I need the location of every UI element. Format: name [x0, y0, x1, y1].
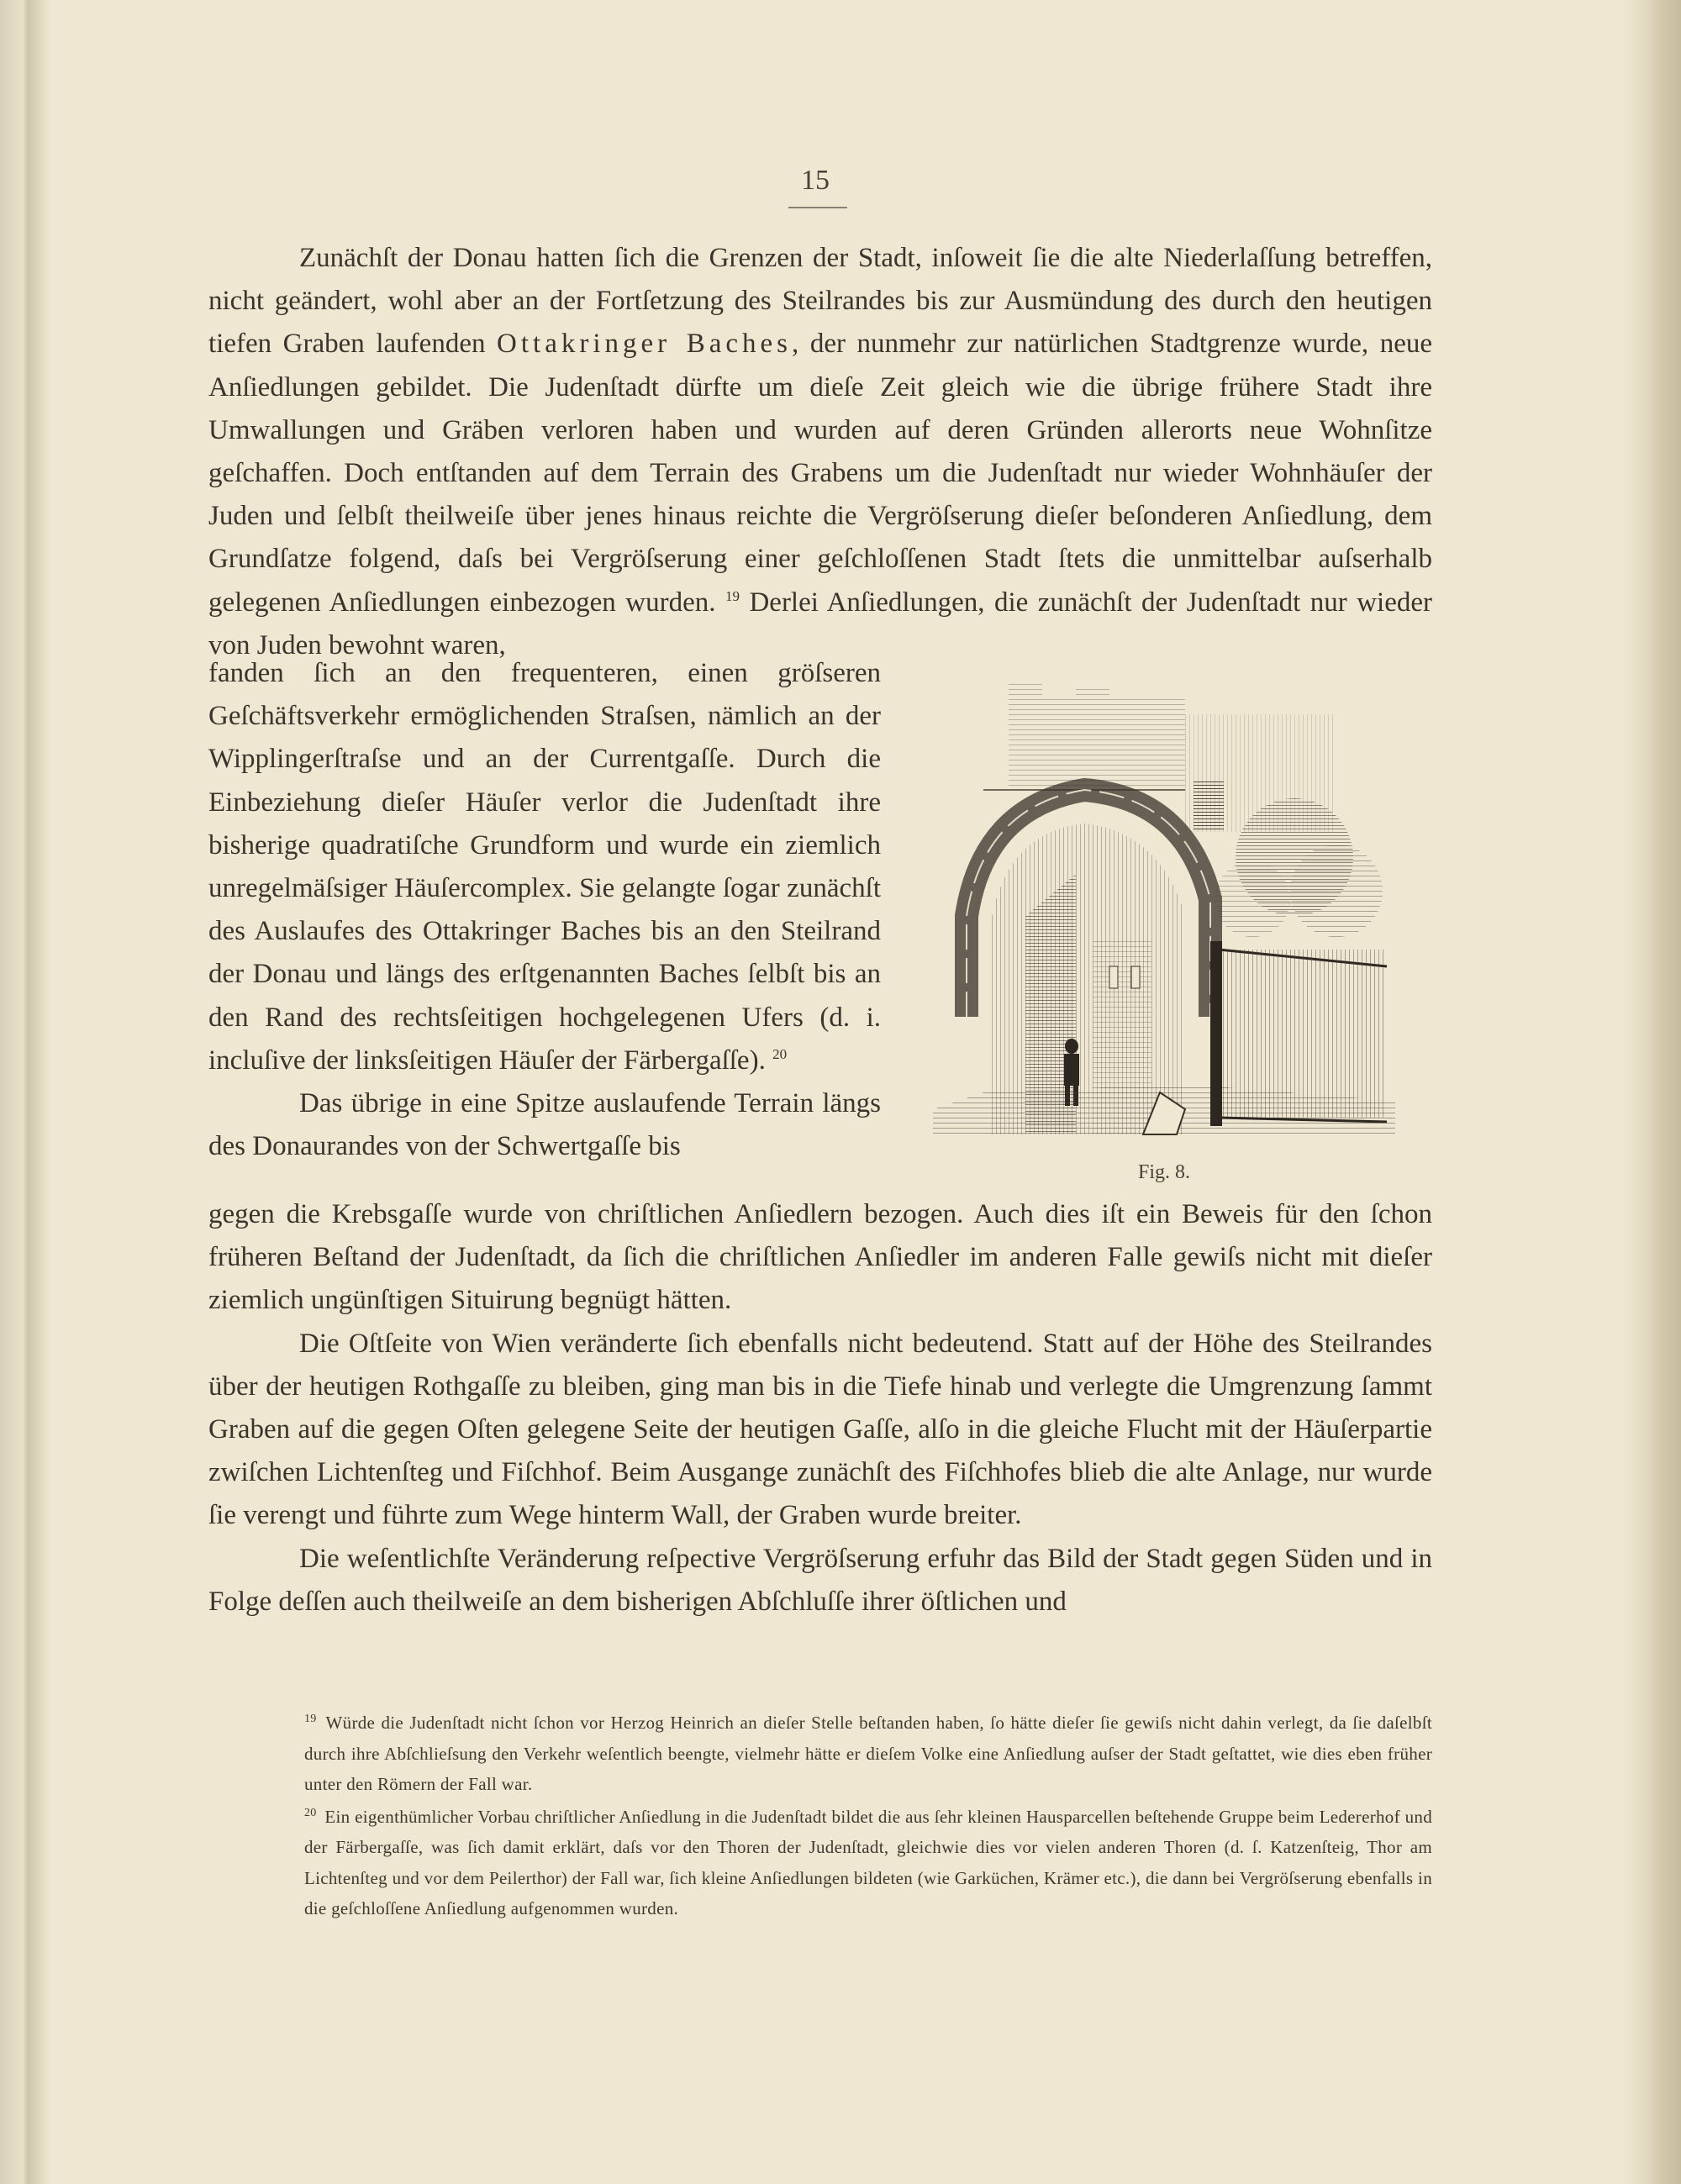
footnote-ref-19: 19 — [725, 587, 740, 604]
gate-engraving — [933, 664, 1395, 1151]
book-binding-shadow — [0, 0, 50, 2184]
paragraph-1-top — [208, 237, 1432, 667]
p3-text: Die Oſtſeite von Wien veränderte ſich ebenfalls nicht bedeutend. Statt auf der Höhe des Steilrandes über der heutigen Rothgaſſe zu bleiben, ging man bis in die Tiefe hinab und verlegte die Umgrenzung ſammt Graben auf die gegen Oſten gelegene Seite der heutigen Gaſſe, alſo in die gleiche Flucht mit der Häuſerpartie zwiſchen Lichtenſteg und Fiſchhof. Beim Ausgange zunächſt des Fiſchhofes blieb die alte Anlage, nur wurde ſie verengt und führte zum Wege hinterm Wall, der Graben wurde breiter. — [208, 1328, 1432, 1531]
footnote-20 — [304, 1802, 1432, 1924]
page-edge-shadow — [1622, 0, 1681, 2184]
p1-text-part2: , der nunmehr zur natürlichen Stadtgrenze wurde, neue Anſiedlungen gebildet. Die Judenſtadt dürfte um dieſe Zeit gleich wie die übrige frühere Stadt ihre Umwallungen und Gräben verloren haben und wurden auf deren Gründen allerorts neue Wohnſitze geſchaffen. Doch entſtanden auf dem Terrain des Grabens um die Judenſtadt nur wieder Wohnhäuſer der Juden und ſelbſt theilweiſe über jenes hinaus reichte die Vergröſserung dieſer beſonderen Anſiedlung, dem Grundſatze folgend, daſs bei Vergröſserung einer geſchloſſenen Stadt ſtets die unmittelbar auſserhalb gelegenen Anſiedlungen einbezogen wurden. — [208, 329, 1433, 618]
figure-8-illustration — [933, 664, 1395, 1151]
p1-text-part4: fanden ſich an den frequenteren, einen gröſseren Geſchäftsverkehr ermöglichenden Straſsen, nämlich an der Wipplingerſtraſse und an der Currentgaſſe. Durch die Einbeziehung dieſer Häuſer verlor die Judenſtadt ihre bisherige quadratiſche Grundform und wurde ein ziemlich unregelmäſsiger Häuſercomplex. Sie gelangte ſogar zunächſt des Auslaufes des Ottakringer Baches bis an den Steilrand der Donau und längs des erſtgenannten Baches ſelbſt bis an den Rand des rechtsſeitigen hochgelegenen Ufers (d. i. incluſive der linksſeitigen Häuſer der Färbergaſſe). — [208, 658, 881, 1076]
paragraph-1-beside-figure — [208, 652, 881, 1168]
figure-caption: Fig. 8. — [1137, 1161, 1190, 1183]
paragraphs-lower — [208, 1193, 1432, 1624]
page-number-rule — [788, 207, 847, 208]
p1-text-part3: Derlei Anſiedlungen, die zunächſt der Judenſtadt nur wieder von Juden bewohnt waren, — [208, 587, 1433, 660]
p1-text-part1: Zunächſt der Donau hatten ſich die Grenzen der Stadt, inſoweit ſie die alte Niederlaſſung betreffen, nicht geändert, wohl aber an der Fortſetzung des Steilrandes bis zur Ausmündung des durch den heutigen tiefen Graben laufenden — [208, 243, 1432, 360]
p2-text-part2: gegen die Krebsgaſſe wurde von chriſtlichen Anſiedlern bezogen. Auch dies iſt ein Beweis für den ſchon früheren Beſtand der Judenſtadt, da ſich die chriſtlichen Anſiedler im anderen Falle gewiſs nicht mit dieſer ziemlich ungünſtigen Situirung begnügt hätten. — [208, 1199, 1432, 1316]
footnote-20-mark: 20 — [304, 1806, 317, 1819]
footnote-ref-20: 20 — [772, 1045, 788, 1062]
footnote-19-mark: 19 — [304, 1713, 317, 1725]
footnote-19-text: Würde die Judenſtadt nicht ſchon vor Herzog Heinrich an dieſer Stelle beſtanden haben, ſo hätte dieſer ſie gewiſs nicht dahin verlegt, da ſie daſelbſt durch ihre Abſchlieſsung den Verkehr weſentlich beengte, vielmehr hätte er dieſem Volke eine Anſiedlung auſser der Stadt geſtattet, wie dies eben früher unter den Römern der Fall war. — [304, 1713, 1432, 1794]
footnote-20-text: Ein eigenthümlicher Vorbau chriſtlicher Anſiedlung in die Judenſtadt bildet die aus ſehr kleinen Hausparcellen beſtehende Gruppe beim Ledererhof und der Färbergaſſe, was ſich damit erklärt, daſs vor den Thoren der Judenſtadt, gleichwie dies vor vielen anderen Thoren (d. ſ. Katzenſteig, Thor am Lichtenſteg und vor dem Peilerthor) der Fall war, ſich kleine Anſiedlungen bildeten (wie Garküchen, Krämer etc.), die dann bei Vergröſserung ebenfalls in die geſchloſſene Anſiedlung aufgenommen wurden. — [304, 1806, 1432, 1918]
p2-text-part1: Das übrige in eine Spitze auslaufende Terrain längs des Donaurandes von der Schwertgaſſe bis — [208, 1088, 881, 1162]
footnotes — [304, 1708, 1432, 1926]
footnote-19 — [304, 1708, 1432, 1800]
p1-spaced-name: Ottakringer Baches — [497, 329, 793, 360]
page-number: 15 — [801, 165, 830, 196]
p4-text: Die weſentlichſte Veränderung reſpective Vergröſserung erfuhr das Bild der Stadt gegen Süden und in Folge deſſen auch theilweiſe an dem bisherigen Abſchluſſe ihrer öſtlichen und — [208, 1543, 1432, 1617]
